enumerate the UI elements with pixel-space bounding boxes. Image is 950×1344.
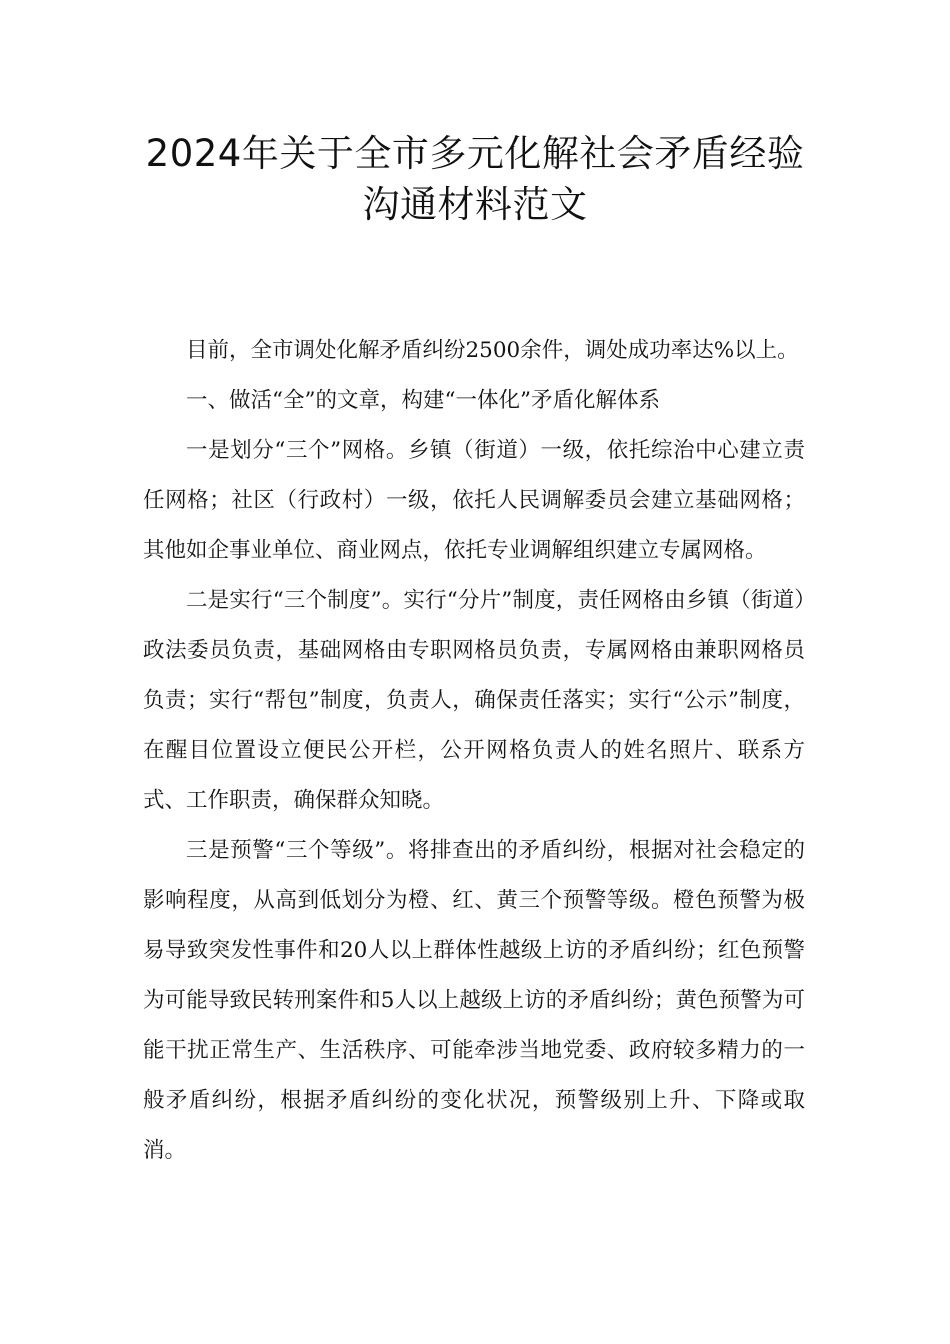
document-title-line-1: 2024年关于全市多元化解社会矛盾经验 [145, 132, 805, 175]
paragraph-three-systems: 二是实行“三个制度”。实行“分片”制度，责任网格由乡镇（街道）政法委员负责，基础网格由专职网格员负责，专属网格由兼职网格员负责；实行“帮包”制度，负责人，确保责任落实；实行“公示”制度，在醒目位置设立便民公开栏，公开网格负责人的姓名照片、联系方式、工作职责，确保群众知晓。 [143, 588, 805, 813]
document-title-line-2: 沟通材料范文 [362, 183, 588, 226]
paragraph-warning-levels: 三是预警“三个等级”。将排查出的矛盾纠纷，根据对社会稳定的影响程度，从高到低划分为橙、红、黄三个预警等级。橙色预警为极易导致突发性事件和20人以上群体性越级上访的矛盾纠纷；红色预警为可能导致民转刑案件和5人以上越级上访的矛盾纠纷；黄色预警为可能干扰正常生产、生活秩序、可能牵涉当地党委、政府较多精力的一般矛盾纠纷，根据矛盾纠纷的变化状况，预警级别上升、下降或取消。 [143, 838, 805, 1163]
document-body [143, 326, 805, 1176]
paragraph-grid-division: 一是划分“三个”网格。乡镇（街道）一级，依托综治中心建立责任网格；社区（行政村）一级，依托人民调解委员会建立基础网格；其他如企事业单位、商业网点，依托专业调解组织建立专属网格。 [143, 438, 805, 563]
paragraph-summary: 目前，全市调处化解矛盾纠纷2500余件，调处成功率达%以上。 [186, 338, 799, 363]
section-heading: 一、做活“全”的文章，构建“一体化”矛盾化解体系 [186, 388, 660, 413]
